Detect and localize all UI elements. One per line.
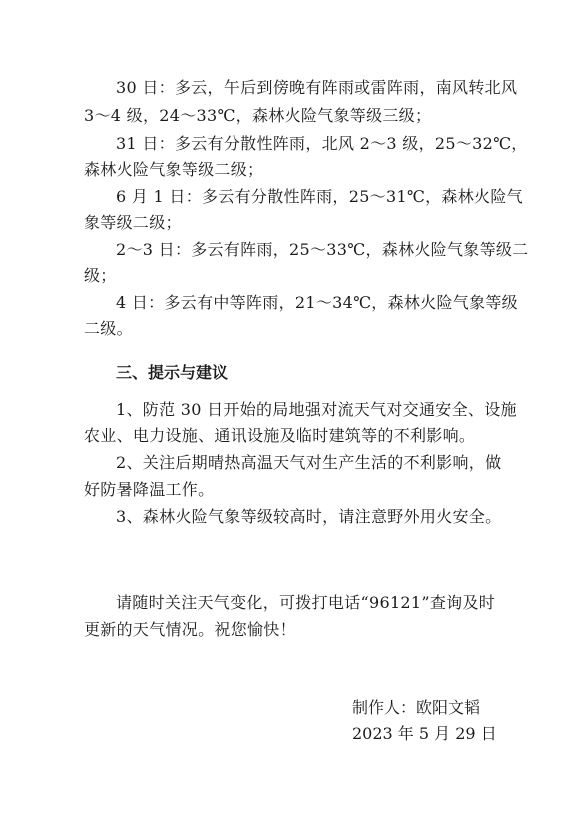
author-signature: 制作人：欧阳文韬 xyxy=(352,698,481,717)
forecast-day30-line2: 3～4 级，24～33℃，森林火险气象等级三级； xyxy=(84,106,432,125)
advice-item1-line2: 农业、电力设施、通讯设施及临时建筑等的不利影响。 xyxy=(84,426,476,445)
advice-item3-line1: 3、森林火险气象等级较高时，请注意野外用火安全。 xyxy=(116,507,502,526)
advice-item2-line2: 好防暑降温工作。 xyxy=(84,480,215,499)
forecast-day31-line1: 31 日：多云有分散性阵雨，北风 2～3 级，25～32℃， xyxy=(116,134,528,153)
section-heading: 三、提示与建议 xyxy=(116,363,229,382)
document-date: 2023 年 5 月 29 日 xyxy=(352,724,497,743)
closing-line2: 更新的天气情况。祝您愉快！ xyxy=(84,620,296,639)
forecast-days2-3-line1: 2～3 日：多云有阵雨，25～33℃，森林火险气象等级二 xyxy=(116,240,529,259)
forecast-days2-3-line2: 级； xyxy=(84,266,117,285)
forecast-day4-line1: 4 日：多云有中等阵雨，21～34℃，森林火险气象等级 xyxy=(116,293,518,312)
forecast-day31-line2: 森林火险气象等级二级； xyxy=(84,160,264,179)
forecast-day30-line1: 30 日：多云，午后到傍晚有阵雨或雷阵雨，南风转北风 xyxy=(116,78,518,97)
forecast-june1-line2: 象等级二级； xyxy=(84,213,182,232)
closing-line1: 请随时关注天气变化，可拨打电话“96121”查询及时 xyxy=(116,593,496,612)
advice-item2-line1: 2、关注后期晴热高温天气对生产生活的不利影响，做 xyxy=(116,453,502,472)
advice-item1-line1: 1、防范 30 日开始的局地强对流天气对交通安全、设施 xyxy=(116,400,517,419)
forecast-day4-line2: 二级。 xyxy=(84,319,133,338)
forecast-june1-line1: 6 月 1 日：多云有分散性阵雨，25～31℃，森林火险气 xyxy=(116,187,523,206)
